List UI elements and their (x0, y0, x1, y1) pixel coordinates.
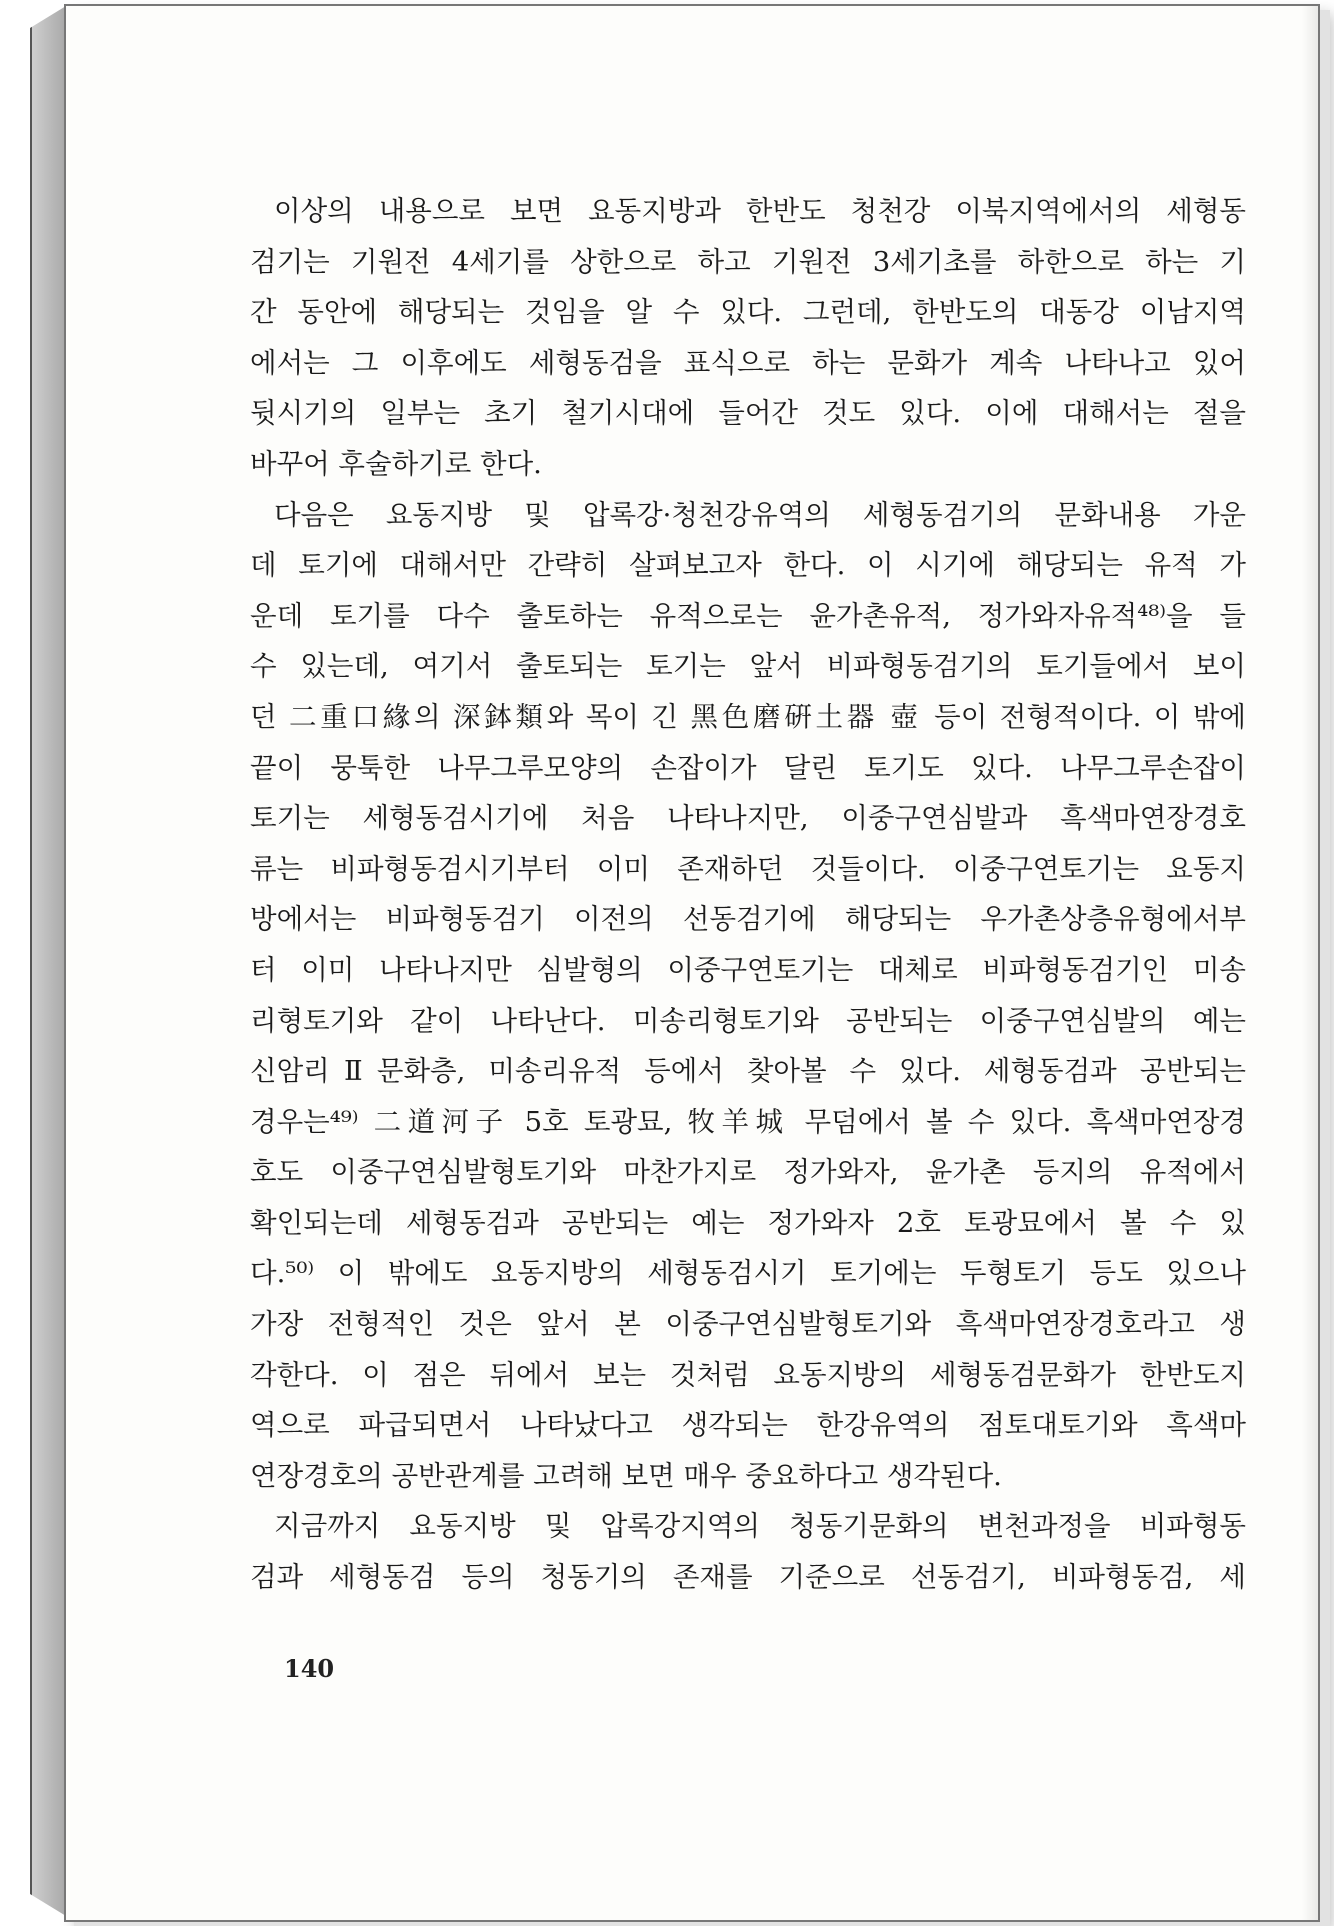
text-line: 이상의 내용으로 보면 요동지방과 한반도 청천강 이북지역에서의 세형동 (274, 195, 1246, 227)
text-line: 호도 이중구연심발형토기와 마찬가지로 정가와자, 윤가촌 등지의 유적에서 (250, 1156, 1246, 1189)
page-number: 140 (284, 1654, 335, 1683)
text-line: 류는 비파형동검시기부터 이미 존재하던 것들이다. 이중구연토기는 요동지 (250, 852, 1246, 885)
text-line: 연장경호의 공반관계를 고려해 보면 매우 중요하다고 생각된다. (250, 1459, 1002, 1492)
text-line: 토기는 세형동검시기에 처음 나타나지만, 이중구연심발과 흑색마연장경호 (250, 802, 1246, 835)
text-line: 역으로 파급되면서 나타났다고 생각되는 한강유역의 점토대토기와 흑색마 (250, 1409, 1246, 1442)
text-line: 신암리Ⅱ문화층, 미송리유적 등에서 찾아볼 수 있다. 세형동검과 공반되는 (250, 1055, 1246, 1088)
text-line: 각한다. 이 점은 뒤에서 보는 것처럼 요동지방의 세형동검문화가 한반도지 (250, 1358, 1246, 1391)
text-line: 다.⁵⁰⁾ 이 밖에도 요동지방의 세형동검시기 토기에는 두형토기 등도 있으나 (250, 1257, 1246, 1290)
text-line: 간 동안에 해당되는 것임을 알 수 있다. 그런데, 한반도의 대동강 이남지역 (250, 296, 1246, 329)
text-line: 바꾸어 후술하기로 한다. (250, 447, 542, 480)
text-line: 끝이 뭉툭한 나무그루모양의 손잡이가 달린 토기도 있다. 나무그루손잡이 (250, 751, 1246, 784)
text-line: 데 토기에 대해서만 간략히 살펴보고자 한다. 이 시기에 해당되는 유적 가 (250, 549, 1246, 582)
text-line: 수 있는데, 여기서 출토되는 토기는 앞서 비파형동검기의 토기들에서 보이 (250, 650, 1246, 683)
paragraph-1 (250, 186, 1246, 490)
text-line: 운데 토기를 다수 출토하는 유적으로는 윤가촌유적, 정가와자유적⁴⁸⁾을 들 (250, 599, 1246, 632)
text-line: 검과 세형동검 등의 청동기의 존재를 기준으로 선동검기, 비파형동검, 세 (250, 1561, 1246, 1594)
text-line: 뒷시기의 일부는 초기 철기시대에 들어간 것도 있다. 이에 대해서는 절을 (250, 397, 1246, 430)
text-line: 에서는 그 이후에도 세형동검을 표식으로 하는 문화가 계속 나타나고 있어 (250, 346, 1246, 379)
text-line: 다음은 요동지방 및 압록강·청천강유역의 세형동검기의 문화내용 가운 (274, 498, 1246, 531)
paragraph-2 (250, 490, 1246, 1502)
text-line: 리형토기와 같이 나타난다. 미송리형토기와 공반되는 이중구연심발의 예는 (250, 1004, 1246, 1037)
page-edge-shade (1302, 6, 1318, 1920)
paragraph-3 (250, 1501, 1246, 1602)
body-text (250, 186, 1246, 1603)
book-spine (30, 6, 66, 1916)
text-line: 지금까지 요동지방 및 압록강지역의 청동기문화의 변천과정을 비파형동 (274, 1510, 1246, 1543)
text-line: 확인되는데 세형동검과 공반되는 예는 정가와자 2호 토광묘에서 볼 수 있 (250, 1206, 1246, 1239)
text-line: 검기는 기원전 4세기를 상한으로 하고 기원전 3세기초를 하한으로 하는 기 (250, 245, 1246, 278)
text-line: 던 二重口緣의 深鉢類와 목이 긴 黑色磨硏土器 壺 등이 전형적이다. 이 밖에 (250, 700, 1246, 733)
text-line: 가장 전형적인 것은 앞서 본 이중구연심발형토기와 흑색마연장경호라고 생 (250, 1308, 1246, 1341)
text-line: 방에서는 비파형동검기 이전의 선동검기에 해당되는 우가촌상층유형에서부 (250, 903, 1246, 936)
text-line: 터 이미 나타나지만 심발형의 이중구연토기는 대체로 비파형동검기인 미송 (250, 953, 1246, 986)
text-line: 경우는⁴⁹⁾ 二道河子 5호 토광묘, 牧羊城 무덤에서 볼 수 있다. 흑색마연장경 (250, 1105, 1246, 1138)
